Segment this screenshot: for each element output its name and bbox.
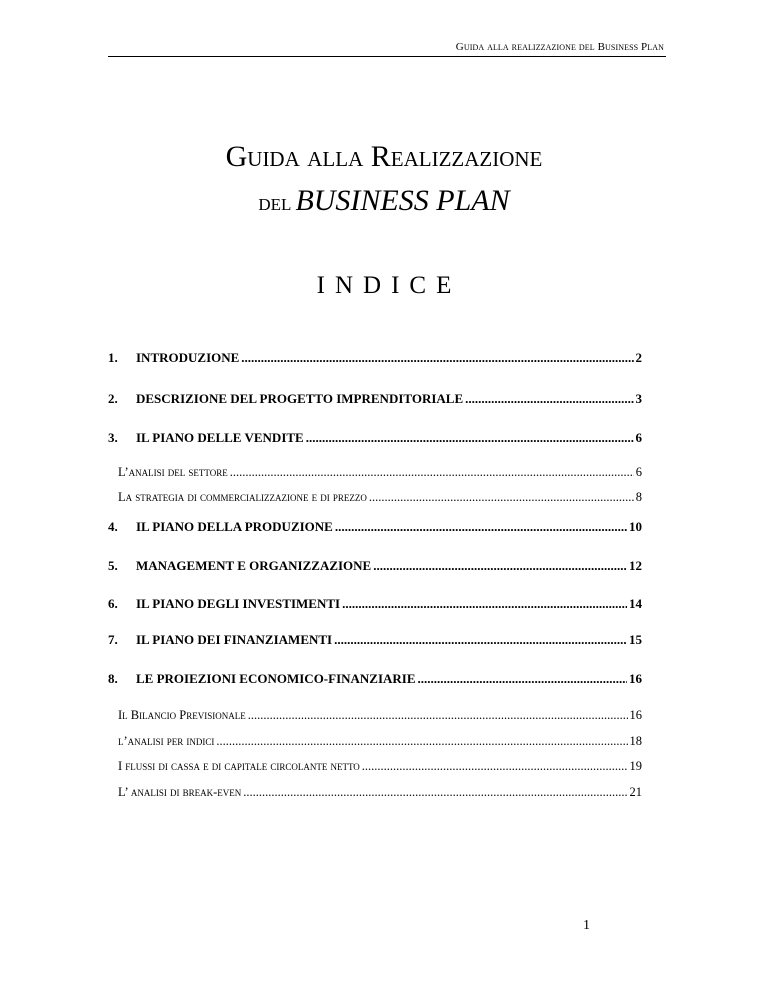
toc-subentry-page: 16 — [629, 708, 642, 722]
toc-entry-number: 2. — [108, 391, 118, 406]
toc-subentry-page: 6 — [635, 465, 642, 479]
toc-entry-number: 4. — [108, 519, 118, 534]
toc-subentry-label: L’ analisi di break-even — [118, 785, 242, 799]
toc-entry-number: 5. — [108, 558, 118, 573]
toc-subentry-page: 19 — [629, 759, 642, 773]
running-header — [108, 40, 666, 57]
toc-subentry-flussi-cassa[interactable] — [118, 759, 642, 774]
toc-subentry-break-even[interactable] — [118, 785, 642, 800]
toc-entry-proiezioni[interactable] — [108, 671, 642, 687]
toc-entry-management[interactable] — [108, 558, 642, 574]
toc-dot-leader — [465, 391, 633, 407]
toc-subentry-label: I flussi di cassa e di capitale circolante netto — [118, 759, 360, 773]
document-title-line2 — [0, 184, 768, 218]
toc-subentry-label: La strategia di commercializzazione e di prezzo — [118, 490, 367, 504]
toc-dot-leader — [306, 430, 634, 446]
toc-entry-page: 15 — [629, 632, 642, 647]
toc-entry-page: 2 — [635, 350, 642, 365]
toc-entry-label: LE PROIEZIONI ECONOMICO-FINANZIARIE — [136, 671, 416, 686]
toc-entry-page: 10 — [629, 519, 642, 534]
toc-subentry-bilancio-previsionale[interactable] — [118, 708, 642, 723]
toc-dot-leader — [241, 350, 633, 366]
toc-dot-leader — [216, 734, 627, 749]
toc-dot-leader — [248, 708, 628, 723]
toc-dot-leader — [334, 632, 627, 648]
toc-dot-leader — [373, 558, 627, 574]
toc-subentry-analisi-indici[interactable] — [118, 734, 642, 749]
toc-entry-label: IL PIANO DEI FINANZIAMENTI — [136, 632, 333, 647]
toc-dot-leader — [362, 759, 628, 774]
toc-entry-number: 1. — [108, 350, 118, 365]
toc-entry-number: 6. — [108, 596, 118, 611]
toc-dot-leader — [243, 785, 627, 800]
document-title-line1: Guida alla Realizzazione — [225, 140, 543, 173]
toc-entry-page: 14 — [629, 596, 642, 611]
toc-subentry-page: 21 — [629, 785, 642, 799]
toc-subentry-page: 8 — [635, 490, 642, 504]
toc-entry-label: IL PIANO DELLA PRODUZIONE — [136, 519, 333, 534]
toc-entry-page: 6 — [635, 430, 642, 445]
toc-entry-label: DESCRIZIONE DEL PROGETTO IMPRENDITORIALE — [136, 391, 464, 406]
toc-entry-page: 12 — [629, 558, 642, 573]
toc-entry-number: 3. — [108, 430, 118, 445]
toc-entry-label: IL PIANO DEGLI INVESTIMENTI — [136, 596, 341, 611]
toc-entry-label: INTRODUZIONE — [136, 350, 240, 365]
toc-subentry-page: 18 — [629, 734, 642, 748]
toc-dot-leader — [230, 465, 634, 480]
document-title-main: BUSINESS PLAN — [295, 184, 510, 217]
toc-entry-number: 8. — [108, 671, 118, 686]
toc-subentry-label: L’analisi del settore — [118, 465, 228, 479]
toc-entry-introduzione[interactable] — [108, 350, 642, 366]
toc-entry-descrizione-progetto[interactable] — [108, 391, 642, 407]
toc-entry-label: MANAGEMENT E ORGANIZZAZIONE — [136, 558, 372, 573]
toc-entry-piano-produzione[interactable] — [108, 519, 642, 535]
toc-subentry-label: Il Bilancio Previsionale — [118, 708, 246, 722]
running-header-title: Guida alla realizzazione del Business Plan — [455, 41, 664, 53]
toc-entry-page: 16 — [629, 671, 642, 686]
toc-subentry-label: l’analisi per indici — [118, 734, 215, 748]
toc-entry-label: IL PIANO DELLE VENDITE — [136, 430, 304, 445]
toc-entry-page: 3 — [635, 391, 642, 406]
toc-dot-leader — [335, 519, 627, 535]
toc-dot-leader — [418, 671, 627, 687]
toc-entry-piano-finanziamenti[interactable] — [108, 632, 642, 648]
index-heading: INDICE — [316, 272, 462, 299]
toc-subentry-strategia-commercializzazione[interactable] — [118, 490, 642, 505]
toc-subentry-analisi-settore[interactable] — [118, 465, 642, 480]
document-title-prefix: del — [258, 190, 292, 216]
page-number: 1 — [583, 918, 590, 933]
toc-entry-piano-investimenti[interactable] — [108, 596, 642, 612]
toc-dot-leader — [342, 596, 627, 612]
toc-entry-piano-vendite[interactable] — [108, 430, 642, 446]
toc-entry-number: 7. — [108, 632, 118, 647]
toc-dot-leader — [369, 490, 634, 505]
